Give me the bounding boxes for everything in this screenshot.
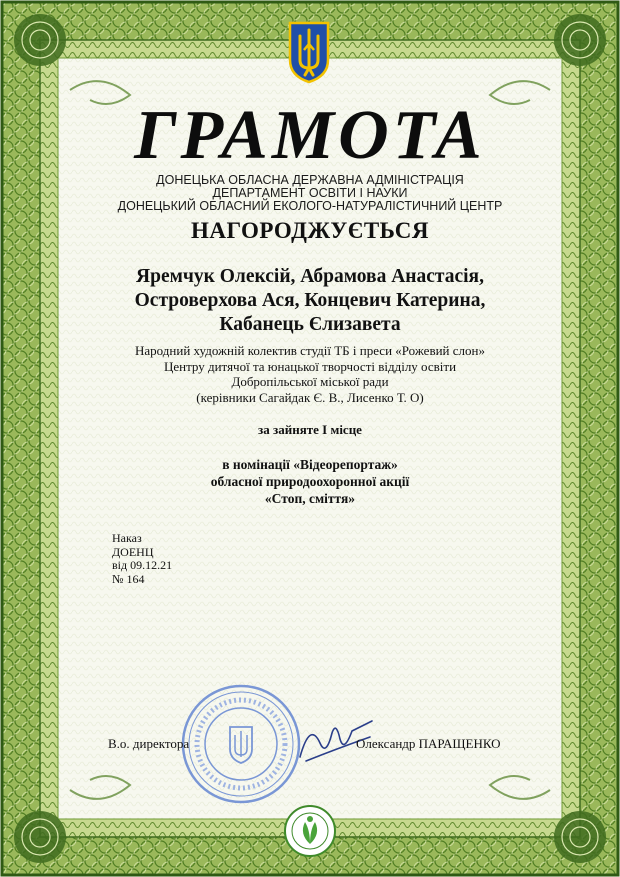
description-block [0,343,620,405]
org-line-3: ДОНЕЦЬКИЙ ОБЛАСНИЙ ЕКОЛОГО-НАТУРАЛІСТИЧНИЙ ЦЕНТР [117,199,503,213]
nomination-line-3: «Стоп, сміття» [264,491,356,506]
recipients-block [0,265,620,337]
description-line-4: (керівники Сагайдак Є. В., Лисенко Т. О) [196,389,424,405]
place-text: за зайняте І місце [258,422,362,437]
order-reference [112,532,172,586]
org-line-1: ДОНЕЦЬКА ОБЛАСНА ДЕРЖАВНА АДМІНІСТРАЦІЯ [156,173,464,187]
award-heading: НАГОРОДЖУЄТЬСЯ [190,218,430,243]
nomination-line-1: в номінації «Відеорепортаж» [222,457,398,472]
description-line-3: Добропільської міської ради [231,374,389,389]
recipients-line-3: Кабанець Єлизавета [219,314,401,335]
certificate-title: ГРАМОТА [134,97,486,174]
signer-name: Олександр ПАРАЩЕНКО [356,736,501,751]
description-line-1: Народний художній колектив студії ТБ і преси «Рожевий слон» [135,343,485,358]
recipients-line-1: Яремчук Олексій, Абрамова Анастасія, [136,266,484,287]
order-line-1: Наказ [112,531,142,545]
description-line-2: Центру дитячої та юнацької творчості відділу освіти [163,358,457,374]
order-line-4: № 164 [112,571,145,586]
signer-role: В.о. директора [108,736,190,751]
coat-of-arms-icon [287,20,331,84]
recipients-line-2: Островерхова Ася, Концевич Катерина, [134,290,486,311]
official-seal-icon [180,683,302,805]
order-line-2: ДОЕНЦ [112,544,154,559]
order-line-3: від 09.12.21 [112,558,173,572]
org-line-2: ДЕПАРТАМЕНТ ОСВІТИ І НАУКИ [212,186,408,200]
nomination-block [0,456,620,507]
nomination-line-2: обласної природоохоронної акції [210,474,410,489]
eco-center-logo-icon [283,804,337,858]
